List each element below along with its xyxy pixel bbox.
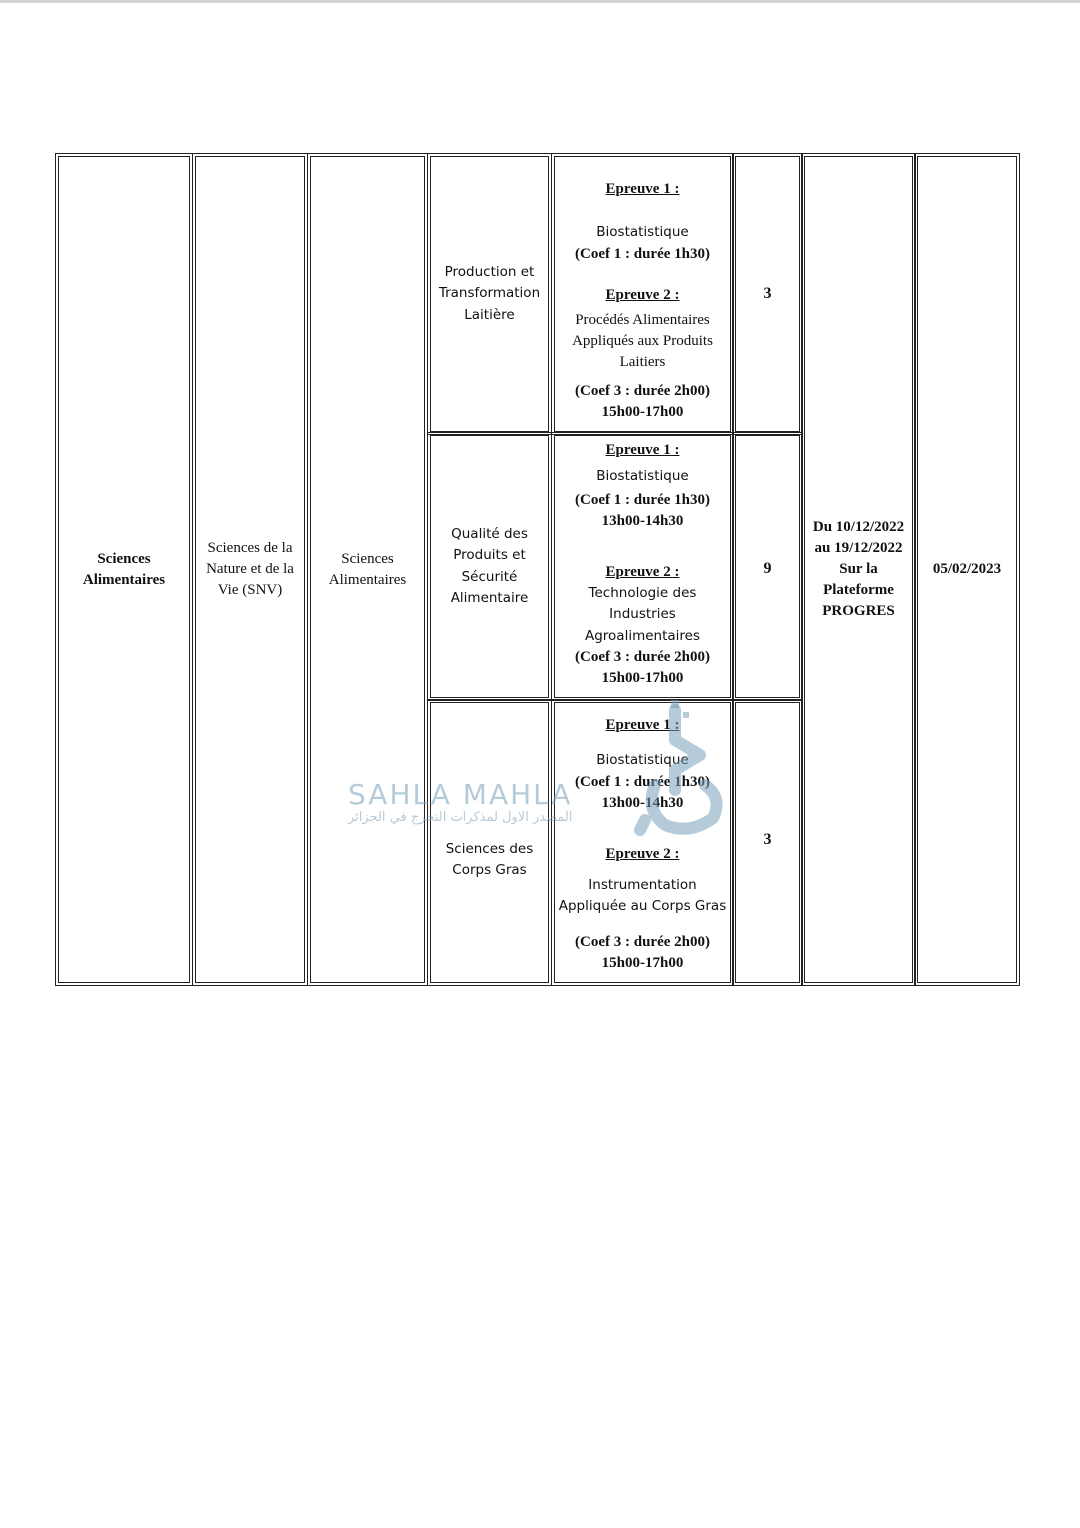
- epreuve-coef: (Coef 3 : durée 2h00): [575, 382, 710, 399]
- epreuve-subject: Biostatistique: [596, 468, 689, 484]
- epreuve-coef: (Coef 3 : durée 2h00): [575, 933, 710, 950]
- epreuve-block: [575, 440, 710, 532]
- specialite-name: Production et Transformation Laitière: [438, 263, 541, 323]
- epreuve-subject: Biostatistique: [596, 752, 689, 768]
- epreuve-title: Epreuve 2 :: [605, 845, 680, 862]
- epreuve-time: 13h00-14h30: [601, 512, 684, 529]
- epreuve-subject: Instrumentation Appliquée au Corps Gras: [558, 876, 727, 914]
- epreuve-time: 15h00-17h00: [601, 403, 684, 420]
- inscription-text: Du 10/12/2022 au 19/12/2022 Sur la Plateforme PROGRES: [812, 519, 905, 619]
- epreuve-time: 15h00-17h00: [601, 954, 684, 971]
- epreuve-subject: Technologie des Industries Agroalimentaires: [584, 584, 700, 644]
- cell-epreuves-3: [551, 699, 734, 986]
- epreuve-title: Epreuve 2 :: [605, 286, 680, 303]
- epreuve-title: Epreuve 1 :: [605, 181, 680, 197]
- filiere-text: Sciences Alimentaires: [82, 550, 166, 588]
- epreuve-block: [558, 844, 728, 974]
- cell-specialite-2: [427, 432, 552, 701]
- cell-date-concours: [914, 153, 1020, 986]
- cell-filiere-2: [307, 153, 428, 986]
- epreuve-title: Epreuve 2 :: [605, 563, 680, 580]
- domaine-text: Sciences de la Nature et de la Vie (SNV): [206, 540, 294, 598]
- cell-specialite-1: [427, 153, 552, 435]
- epreuve-coef: (Coef 1 : durée 1h30): [575, 245, 710, 262]
- epreuve-title: Epreuve 1 :: [605, 442, 680, 458]
- cell-places-3: [732, 699, 803, 986]
- cell-filiere: [55, 153, 193, 986]
- cell-domaine: [192, 153, 308, 986]
- cell-places-2: [732, 432, 803, 701]
- watermark-tagline: المصدر الاول لمذكرات التخرج في الجزائر: [348, 810, 573, 825]
- epreuve-time: 15h00-17h00: [601, 670, 684, 686]
- epreuve-coef: (Coef 1 : durée 1h30): [575, 773, 710, 790]
- epreuve-block: [560, 285, 725, 423]
- places-value: 3: [763, 285, 772, 302]
- epreuve-coef: (Coef 1 : durée 1h30): [575, 491, 710, 508]
- epreuve-block: [575, 179, 710, 265]
- epreuve-time: 13h00-14h30: [601, 794, 684, 811]
- specialite-name: Sciences des Corps Gras: [445, 840, 534, 878]
- date-concours-text: 05/02/2023: [932, 561, 1002, 577]
- cell-epreuves-1: [551, 153, 734, 435]
- epreuve-block: [575, 715, 710, 814]
- places-value: 3: [763, 831, 772, 848]
- cell-specialite-3: [427, 699, 552, 986]
- specialite-name: Qualité des Produits et Sécurité Alimentaire: [450, 525, 529, 606]
- cell-epreuves-2: [551, 432, 734, 701]
- top-border-line: [0, 0, 1080, 3]
- exam-schedule-table: [55, 153, 1020, 986]
- cell-inscription: [801, 153, 916, 986]
- cell-places-1: [732, 153, 803, 435]
- places-value: 9: [763, 560, 772, 577]
- epreuve-title: Epreuve 1 :: [605, 717, 680, 733]
- epreuve-subject: Procédés Alimentaires Appliqués aux Produits Laitiers: [572, 311, 713, 370]
- epreuve-subject: Biostatistique: [596, 224, 689, 240]
- filiere2-text: Sciences Alimentaires: [328, 550, 407, 588]
- watermark-brand: SAHLA MAHLA: [348, 778, 573, 811]
- epreuve-block: [573, 562, 713, 690]
- epreuve-coef: (Coef 3 : durée 2h00): [575, 649, 710, 665]
